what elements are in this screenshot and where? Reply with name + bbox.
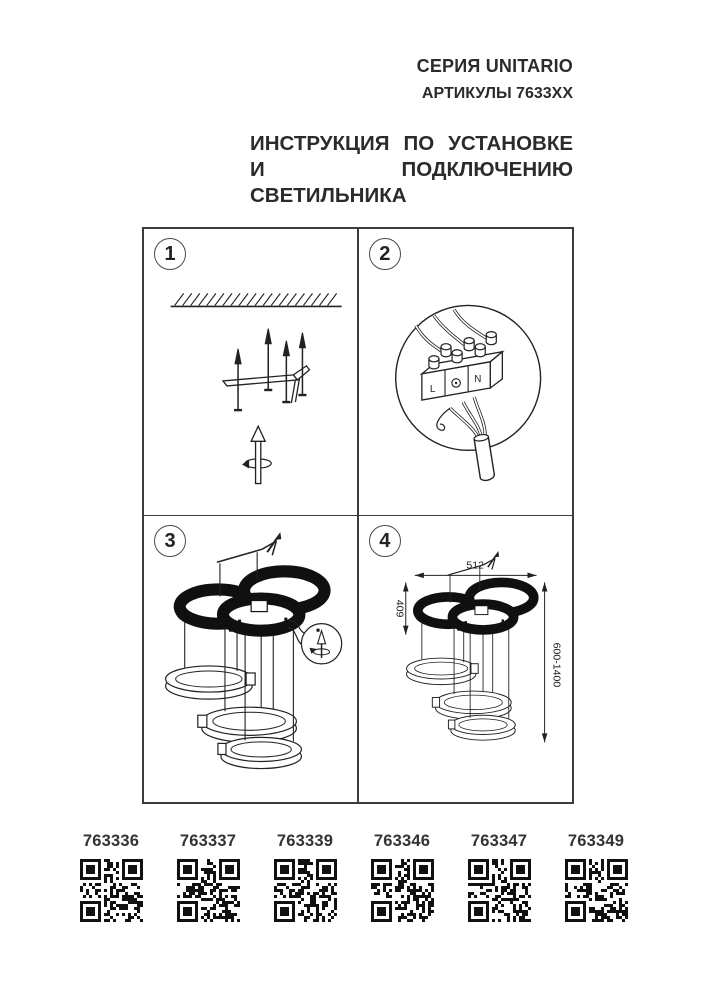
screw-icon <box>298 333 306 395</box>
dimension-width-value: 512 <box>466 559 484 572</box>
qr-code <box>564 859 628 922</box>
step-panel-4 <box>359 516 572 802</box>
step-number: 2 <box>369 238 401 270</box>
step-panel-1 <box>144 229 357 515</box>
article-number: 763336 <box>82 832 140 850</box>
step-panel-2 <box>359 229 572 515</box>
step1-drawing-ceiling-bracket <box>144 229 357 515</box>
qr-code <box>370 859 434 922</box>
page-title <box>250 131 573 209</box>
chandelier-drawing <box>166 532 326 768</box>
step-number: 4 <box>369 525 401 557</box>
step4-drawing-dimensions <box>359 516 572 802</box>
article-list <box>0 832 707 922</box>
articles-subtitle: АРТИКУЛЫ 7633XX <box>421 85 573 102</box>
qr-code <box>273 859 337 922</box>
suspension-rings <box>166 666 302 769</box>
step-panel-3 <box>144 516 357 802</box>
dimension-canopy-value: 409 <box>393 600 406 618</box>
screw-icon <box>282 341 290 402</box>
instruction-steps-grid <box>142 227 574 804</box>
ceiling-hatch <box>171 293 342 306</box>
dimension-width <box>415 560 537 579</box>
step-number: 3 <box>154 525 186 557</box>
article-number: 763339 <box>276 832 334 850</box>
dimension-canopy-height <box>393 583 408 635</box>
article-item <box>564 832 628 922</box>
article-item <box>273 832 337 922</box>
article-number: 763346 <box>373 832 431 850</box>
document-header <box>417 56 573 103</box>
page-title-line1: ИНСТРУКЦИЯ ПО УСТАНОВКЕ <box>250 132 573 155</box>
qr-code <box>467 859 531 922</box>
step2-drawing-wiring <box>359 229 572 515</box>
article-number: 763347 <box>470 832 528 850</box>
article-number: 763337 <box>179 832 237 850</box>
terminal-label-l: L <box>429 383 436 395</box>
ceiling-canopy <box>176 572 326 636</box>
terminal-label-n: N <box>473 373 482 385</box>
qr-code <box>79 859 143 922</box>
article-number: 763349 <box>567 832 625 850</box>
article-item <box>176 832 240 922</box>
ground-circle-icon <box>452 379 460 387</box>
step-number: 1 <box>154 238 186 270</box>
article-item <box>79 832 143 922</box>
article-item <box>467 832 531 922</box>
mounting-bracket <box>223 329 310 410</box>
article-item <box>370 832 434 922</box>
dimension-suspension-value: 600-1400 <box>550 642 563 688</box>
rotate-arrow-icon <box>242 426 271 483</box>
qr-code <box>176 859 240 922</box>
page-title-line2: И ПОДКЛЮЧЕНИЮ СВЕТИЛЬНИКА <box>250 158 573 207</box>
step3-drawing-assembly <box>144 516 357 802</box>
dimension-suspension-range <box>542 583 563 743</box>
series-title: СЕРИЯ UNITARIO <box>416 56 573 76</box>
